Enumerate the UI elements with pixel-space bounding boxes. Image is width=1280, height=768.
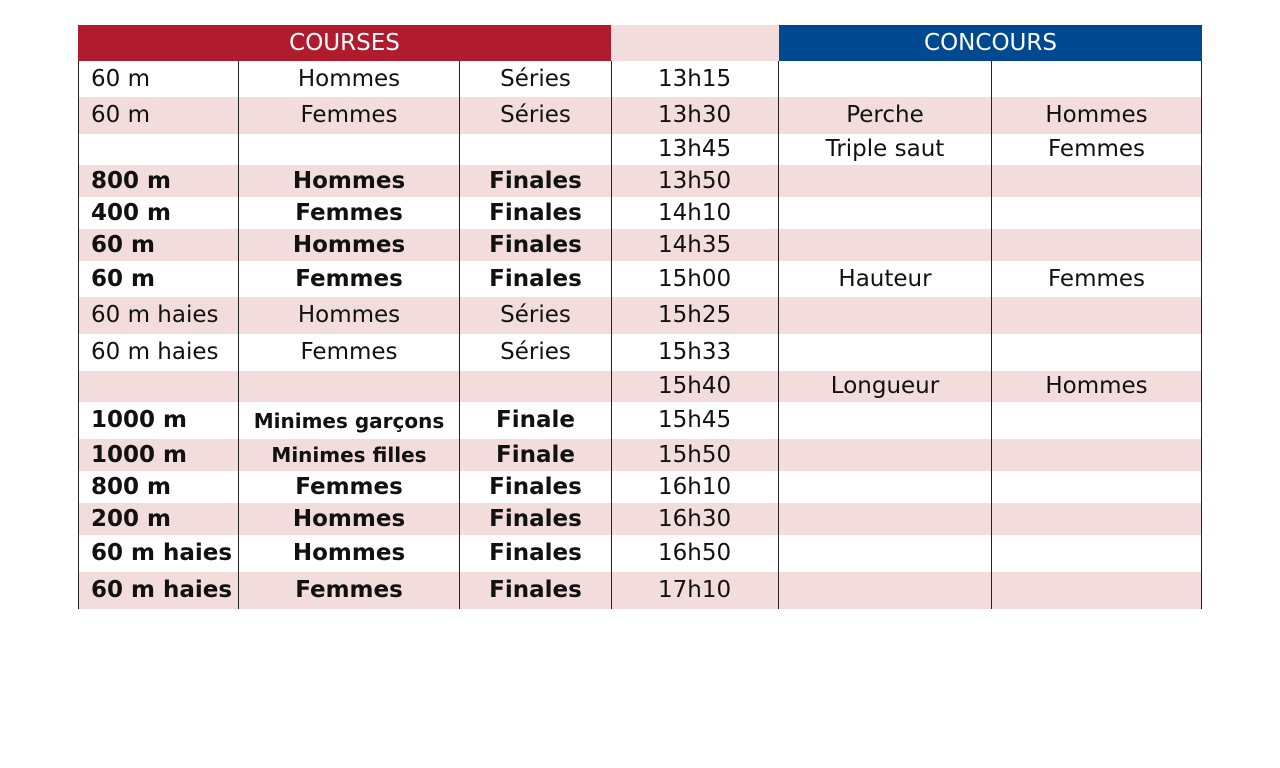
concours-category-cell bbox=[991, 503, 1202, 535]
phase-cell: Finales bbox=[459, 471, 611, 503]
discipline-cell bbox=[779, 471, 991, 503]
discipline-cell: Perche bbox=[846, 102, 924, 128]
category-cell: Femmes bbox=[238, 334, 459, 371]
discipline-cell bbox=[779, 297, 991, 334]
category-cell bbox=[238, 134, 459, 165]
concours-header: CONCOURS bbox=[779, 25, 1202, 61]
event-cell: 60 m haies bbox=[78, 572, 238, 609]
concours-category-cell: Hommes bbox=[991, 97, 1202, 134]
phase-cell: Séries bbox=[459, 61, 611, 97]
event-cell bbox=[78, 371, 238, 402]
event-cell: 800 m bbox=[78, 471, 238, 503]
phase-cell: Séries bbox=[459, 297, 611, 334]
concours-category-cell: Femmes bbox=[991, 134, 1202, 165]
event-cell: 60 m haies bbox=[78, 334, 238, 371]
schedule-table bbox=[78, 25, 1202, 609]
courses-header: COURSES bbox=[78, 25, 611, 61]
event-cell: 60 m bbox=[78, 97, 238, 134]
category-cell: Hommes bbox=[238, 297, 459, 334]
phase-cell: Finale bbox=[459, 402, 611, 439]
time-cell: 15h45 bbox=[611, 402, 779, 439]
table-row bbox=[78, 261, 1202, 297]
time-cell: 15h25 bbox=[611, 297, 779, 334]
concours-category-cell bbox=[991, 197, 1202, 229]
table-row bbox=[78, 371, 1202, 402]
category-cell: Hommes bbox=[238, 535, 459, 572]
concours-category-cell bbox=[991, 297, 1202, 334]
concours-category-cell bbox=[991, 535, 1202, 572]
phase-cell bbox=[459, 371, 611, 402]
phase-cell: Finale bbox=[459, 439, 611, 471]
concours-category-cell bbox=[991, 61, 1202, 97]
concours-category-cell: Femmes bbox=[991, 261, 1202, 297]
event-cell: 800 m bbox=[78, 165, 238, 197]
time-cell: 13h45 bbox=[611, 134, 779, 165]
table-row bbox=[78, 229, 1202, 261]
discipline-cell bbox=[779, 229, 991, 261]
phase-cell bbox=[459, 134, 611, 165]
concours-category-cell bbox=[991, 439, 1202, 471]
table-row bbox=[78, 535, 1202, 572]
time-cell: 15h00 bbox=[611, 261, 779, 297]
table-row bbox=[78, 165, 1202, 197]
table-row bbox=[78, 97, 1202, 134]
event-cell: 60 m bbox=[78, 229, 238, 261]
discipline-cell bbox=[779, 334, 991, 371]
event-cell bbox=[78, 134, 238, 165]
time-header bbox=[611, 25, 779, 61]
category-cell: Minimes filles bbox=[238, 439, 459, 471]
time-cell: 17h10 bbox=[611, 572, 779, 609]
concours-category-cell bbox=[991, 572, 1202, 609]
time-cell: 13h30 bbox=[611, 97, 779, 134]
phase-cell: Finales bbox=[459, 229, 611, 261]
event-cell: 60 m bbox=[78, 261, 238, 297]
concours-category-cell bbox=[991, 165, 1202, 197]
category-cell: Femmes bbox=[238, 197, 459, 229]
concours-category-cell bbox=[991, 471, 1202, 503]
phase-cell: Finales bbox=[459, 535, 611, 572]
time-cell: 16h30 bbox=[611, 503, 779, 535]
category-cell: Minimes garçons bbox=[238, 402, 459, 439]
time-cell: 16h10 bbox=[611, 471, 779, 503]
discipline-cell: Hauteur bbox=[838, 265, 932, 292]
event-cell: 200 m bbox=[78, 503, 238, 535]
phase-cell: Finales bbox=[459, 197, 611, 229]
time-cell: 16h50 bbox=[611, 535, 779, 572]
table-row bbox=[78, 402, 1202, 439]
time-cell: 13h15 bbox=[611, 61, 779, 97]
event-cell: 60 m haies bbox=[78, 535, 238, 572]
table-row bbox=[78, 61, 1202, 97]
table-header bbox=[78, 25, 1202, 61]
event-cell: 60 m bbox=[78, 61, 238, 97]
table-row bbox=[78, 197, 1202, 229]
category-cell: Femmes bbox=[238, 471, 459, 503]
category-cell: Hommes bbox=[238, 61, 459, 97]
concours-category-cell bbox=[991, 229, 1202, 261]
discipline-cell bbox=[779, 197, 991, 229]
discipline-cell bbox=[779, 439, 991, 471]
event-cell: 400 m bbox=[78, 197, 238, 229]
discipline-cell bbox=[779, 535, 991, 572]
event-cell: 60 m haies bbox=[78, 297, 238, 334]
table-body bbox=[78, 61, 1202, 609]
discipline-cell bbox=[779, 402, 991, 439]
table-row bbox=[78, 503, 1202, 535]
discipline-cell bbox=[779, 572, 991, 609]
phase-cell: Finales bbox=[459, 165, 611, 197]
time-cell: 13h50 bbox=[611, 165, 779, 197]
discipline-cell bbox=[779, 61, 991, 97]
phase-cell: Séries bbox=[459, 334, 611, 371]
concours-category-cell: Hommes bbox=[991, 371, 1202, 402]
concours-category-cell bbox=[991, 334, 1202, 371]
time-cell: 15h40 bbox=[611, 371, 779, 402]
discipline-cell: Longueur bbox=[830, 373, 940, 399]
category-cell: Hommes bbox=[238, 165, 459, 197]
time-cell: 15h33 bbox=[611, 334, 779, 371]
time-cell: 15h50 bbox=[611, 439, 779, 471]
discipline-cell bbox=[779, 165, 991, 197]
time-cell: 14h10 bbox=[611, 197, 779, 229]
category-cell: Femmes bbox=[238, 572, 459, 609]
concours-category-cell bbox=[991, 402, 1202, 439]
category-cell: Femmes bbox=[238, 261, 459, 297]
table-row bbox=[78, 297, 1202, 334]
table-row bbox=[78, 134, 1202, 165]
phase-cell: Séries bbox=[459, 97, 611, 134]
discipline-cell bbox=[779, 503, 991, 535]
time-cell: 14h35 bbox=[611, 229, 779, 261]
category-cell: Hommes bbox=[238, 503, 459, 535]
table-row bbox=[78, 572, 1202, 609]
table-row bbox=[78, 439, 1202, 471]
phase-cell: Finales bbox=[459, 503, 611, 535]
phase-cell: Finales bbox=[459, 572, 611, 609]
category-cell bbox=[238, 371, 459, 402]
category-cell: Femmes bbox=[238, 97, 459, 134]
event-cell: 1000 m bbox=[78, 402, 238, 439]
table-row bbox=[78, 334, 1202, 371]
table-row bbox=[78, 471, 1202, 503]
phase-cell: Finales bbox=[459, 261, 611, 297]
category-cell: Hommes bbox=[238, 229, 459, 261]
event-cell: 1000 m bbox=[78, 439, 238, 471]
discipline-cell: Triple saut bbox=[825, 136, 945, 162]
